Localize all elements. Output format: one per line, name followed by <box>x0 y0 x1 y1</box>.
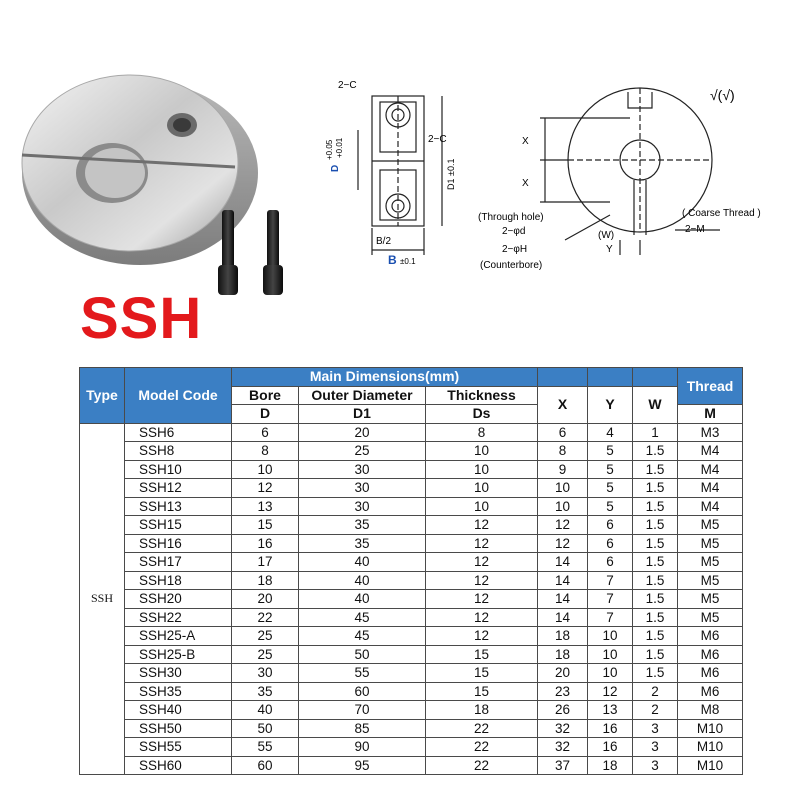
x-cell: 12 <box>538 516 588 535</box>
y-dimension-label: Y <box>606 244 613 255</box>
w-cell: 1.5 <box>633 479 678 498</box>
x-cell: 32 <box>538 738 588 757</box>
table-row <box>80 442 743 461</box>
x-cell: 26 <box>538 701 588 720</box>
header-thickness: Thickness <box>426 386 538 405</box>
m-cell: M5 <box>678 534 743 553</box>
type-cell: SSH <box>80 423 125 775</box>
header-w: W <box>633 386 678 423</box>
m-cell: M5 <box>678 590 743 609</box>
ds-cell: 10 <box>426 460 538 479</box>
x-cell: 12 <box>538 534 588 553</box>
d1-cell: 60 <box>299 682 426 701</box>
header-blank <box>633 368 678 387</box>
d-cell: 16 <box>232 534 299 553</box>
d-cell: 12 <box>232 479 299 498</box>
model-code-cell: SSH55 <box>125 738 232 757</box>
model-code-cell: SSH60 <box>125 756 232 775</box>
w-cell: 1.5 <box>633 460 678 479</box>
m-cell: M10 <box>678 738 743 757</box>
x-cell: 20 <box>538 664 588 683</box>
d-cell: 20 <box>232 590 299 609</box>
w-cell: 1.5 <box>633 571 678 590</box>
y-cell: 6 <box>588 516 633 535</box>
ds-cell: 8 <box>426 423 538 442</box>
d1-cell: 35 <box>299 516 426 535</box>
ds-cell: 10 <box>426 479 538 498</box>
ds-cell: 15 <box>426 682 538 701</box>
x-dimension-label-2: X <box>522 178 529 189</box>
header-thread: Thread <box>678 368 743 405</box>
table-row <box>80 682 743 701</box>
d1-cell: 30 <box>299 460 426 479</box>
y-cell: 16 <box>588 719 633 738</box>
model-code-cell: SSH40 <box>125 701 232 720</box>
d-tolerance-plus: +0.05 <box>325 139 334 160</box>
model-code-cell: SSH35 <box>125 682 232 701</box>
m-cell: M6 <box>678 664 743 683</box>
d1-cell: 30 <box>299 497 426 516</box>
table-row <box>80 664 743 683</box>
table-row <box>80 460 743 479</box>
table-row <box>80 516 743 535</box>
table-row <box>80 608 743 627</box>
y-cell: 10 <box>588 645 633 664</box>
w-cell: 3 <box>633 719 678 738</box>
model-code-cell: SSH10 <box>125 460 232 479</box>
ds-cell: 22 <box>426 738 538 757</box>
model-code-cell: SSH12 <box>125 479 232 498</box>
y-cell: 16 <box>588 738 633 757</box>
x-cell: 6 <box>538 423 588 442</box>
w-cell: 1.5 <box>633 516 678 535</box>
y-cell: 5 <box>588 442 633 461</box>
b-dimension-label: B <box>388 253 397 267</box>
m-cell: M10 <box>678 756 743 775</box>
y-cell: 5 <box>588 460 633 479</box>
w-cell: 3 <box>633 756 678 775</box>
ds-cell: 10 <box>426 442 538 461</box>
table-row <box>80 534 743 553</box>
d-cell: 18 <box>232 571 299 590</box>
ds-cell: 22 <box>426 756 538 775</box>
d1-cell: 40 <box>299 553 426 572</box>
d1-cell: 30 <box>299 479 426 498</box>
header-model-code: Model Code <box>125 368 232 424</box>
model-code-cell: SSH20 <box>125 590 232 609</box>
d-cell: 6 <box>232 423 299 442</box>
m-cell: M10 <box>678 719 743 738</box>
b-tolerance: ±0.1 <box>400 257 416 266</box>
header-type: Type <box>80 368 125 424</box>
header-m: M <box>678 405 743 424</box>
m-cell: M5 <box>678 608 743 627</box>
b-half-label: B/2 <box>376 236 392 247</box>
d1-cell: 90 <box>299 738 426 757</box>
d1-cell: 35 <box>299 534 426 553</box>
table-row <box>80 571 743 590</box>
ds-cell: 12 <box>426 590 538 609</box>
x-cell: 23 <box>538 682 588 701</box>
header-y: Y <box>588 386 633 423</box>
ds-cell: 12 <box>426 608 538 627</box>
header-blank <box>588 368 633 387</box>
x-cell: 18 <box>538 627 588 646</box>
d-cell: 13 <box>232 497 299 516</box>
coarse-thread-label: ( Coarse Thread ) <box>682 208 761 219</box>
d-cell: 40 <box>232 701 299 720</box>
w-cell: 3 <box>633 738 678 757</box>
table-row <box>80 719 743 738</box>
y-cell: 6 <box>588 534 633 553</box>
d1-cell: 45 <box>299 608 426 627</box>
x-dimension-label: X <box>522 136 529 147</box>
table-row <box>80 423 743 442</box>
table-row <box>80 701 743 720</box>
side-view-drawing <box>320 70 470 270</box>
d-cell: 17 <box>232 553 299 572</box>
cap-screw <box>263 210 283 295</box>
d1-dimension-label: D1 ±0.1 <box>446 158 456 190</box>
m-cell: M4 <box>678 479 743 498</box>
ds-cell: 12 <box>426 571 538 590</box>
y-cell: 10 <box>588 627 633 646</box>
y-cell: 12 <box>588 682 633 701</box>
d1-cell: 45 <box>299 627 426 646</box>
y-cell: 7 <box>588 590 633 609</box>
ds-cell: 18 <box>426 701 538 720</box>
x-cell: 10 <box>538 479 588 498</box>
d1-cell: 95 <box>299 756 426 775</box>
model-code-cell: SSH8 <box>125 442 232 461</box>
ds-cell: 15 <box>426 664 538 683</box>
header-outer-diameter: Outer Diameter <box>299 386 426 405</box>
x-cell: 18 <box>538 645 588 664</box>
m-cell: M3 <box>678 423 743 442</box>
w-cell: 1.5 <box>633 664 678 683</box>
table-row <box>80 738 743 757</box>
d1-cell: 25 <box>299 442 426 461</box>
y-cell: 7 <box>588 608 633 627</box>
table-row <box>80 645 743 664</box>
y-cell: 10 <box>588 664 633 683</box>
w-cell: 1.5 <box>633 497 678 516</box>
d1-cell: 40 <box>299 590 426 609</box>
header-d1: D1 <box>299 405 426 424</box>
w-cell: 1.5 <box>633 553 678 572</box>
table-row <box>80 627 743 646</box>
d-cell: 50 <box>232 719 299 738</box>
w-cell: 1.5 <box>633 442 678 461</box>
d1-cell: 55 <box>299 664 426 683</box>
x-cell: 10 <box>538 497 588 516</box>
d1-cell: 40 <box>299 571 426 590</box>
model-code-cell: SSH15 <box>125 516 232 535</box>
d-cell: 35 <box>232 682 299 701</box>
x-cell: 14 <box>538 571 588 590</box>
x-cell: 9 <box>538 460 588 479</box>
d-cell: 55 <box>232 738 299 757</box>
m-cell: M6 <box>678 682 743 701</box>
x-cell: 14 <box>538 590 588 609</box>
m-cell: M8 <box>678 701 743 720</box>
chamfer-label: 2−C <box>338 80 357 91</box>
table-body <box>80 423 743 775</box>
w-dimension-label: (W) <box>598 230 615 241</box>
y-cell: 13 <box>588 701 633 720</box>
h-large-label: 2−φH <box>502 244 528 255</box>
ds-cell: 10 <box>426 497 538 516</box>
d-cell: 60 <box>232 756 299 775</box>
d-small-label: 2−φd <box>502 226 526 237</box>
x-cell: 37 <box>538 756 588 775</box>
x-cell: 14 <box>538 608 588 627</box>
table-row <box>80 497 743 516</box>
d-tolerance-plus-2: +0.01 <box>335 137 344 158</box>
header-main-dimensions: Main Dimensions(mm) <box>232 368 538 387</box>
m-thread-label: 2−M <box>685 224 705 235</box>
y-cell: 5 <box>588 479 633 498</box>
y-cell: 6 <box>588 553 633 572</box>
model-code-cell: SSH25-A <box>125 627 232 646</box>
d-cell: 30 <box>232 664 299 683</box>
model-code-cell: SSH30 <box>125 664 232 683</box>
d1-cell: 20 <box>299 423 426 442</box>
model-code-cell: SSH13 <box>125 497 232 516</box>
m-cell: M4 <box>678 497 743 516</box>
model-code-cell: SSH17 <box>125 553 232 572</box>
w-cell: 1 <box>633 423 678 442</box>
y-cell: 4 <box>588 423 633 442</box>
front-view-drawing <box>470 70 790 280</box>
table-row <box>80 479 743 498</box>
m-cell: M5 <box>678 571 743 590</box>
model-code-cell: SSH16 <box>125 534 232 553</box>
header-d: D <box>232 405 299 424</box>
m-cell: M6 <box>678 645 743 664</box>
model-code-cell: SSH50 <box>125 719 232 738</box>
d1-cell: 50 <box>299 645 426 664</box>
d-cell: 15 <box>232 516 299 535</box>
w-cell: 1.5 <box>633 608 678 627</box>
header-bore: Bore <box>232 386 299 405</box>
w-cell: 1.5 <box>633 627 678 646</box>
w-cell: 1.5 <box>633 534 678 553</box>
d-cell: 25 <box>232 627 299 646</box>
x-cell: 14 <box>538 553 588 572</box>
y-cell: 7 <box>588 571 633 590</box>
product-photo <box>20 55 320 305</box>
ds-cell: 22 <box>426 719 538 738</box>
table-row <box>80 553 743 572</box>
d-cell: 10 <box>232 460 299 479</box>
ds-cell: 12 <box>426 516 538 535</box>
chamfer-label-2: 2−C <box>428 134 447 145</box>
ds-cell: 15 <box>426 645 538 664</box>
table-row <box>80 756 743 775</box>
w-cell: 1.5 <box>633 645 678 664</box>
x-cell: 32 <box>538 719 588 738</box>
d-cell: 22 <box>232 608 299 627</box>
model-code-cell: SSH25-B <box>125 645 232 664</box>
m-cell: M6 <box>678 627 743 646</box>
d1-cell: 85 <box>299 719 426 738</box>
header-ds: Ds <box>426 405 538 424</box>
roughness-symbol: √(√) <box>710 87 735 103</box>
ds-cell: 12 <box>426 553 538 572</box>
w-cell: 1.5 <box>633 590 678 609</box>
m-cell: M4 <box>678 442 743 461</box>
x-cell: 8 <box>538 442 588 461</box>
y-cell: 5 <box>588 497 633 516</box>
header-blank <box>538 368 588 387</box>
w-cell: 2 <box>633 701 678 720</box>
m-cell: M4 <box>678 460 743 479</box>
d1-cell: 70 <box>299 701 426 720</box>
counterbore-label: (Counterbore) <box>480 260 543 271</box>
w-cell: 2 <box>633 682 678 701</box>
m-cell: M5 <box>678 516 743 535</box>
dimensions-table <box>79 367 743 775</box>
d-dimension-label: D <box>330 164 341 172</box>
model-code-cell: SSH6 <box>125 423 232 442</box>
model-code-cell: SSH22 <box>125 608 232 627</box>
m-cell: M5 <box>678 553 743 572</box>
through-hole-label: (Through hole) <box>478 212 544 223</box>
d-cell: 25 <box>232 645 299 664</box>
product-title: SSH <box>80 286 203 351</box>
model-code-cell: SSH18 <box>125 571 232 590</box>
table-row <box>80 590 743 609</box>
ds-cell: 12 <box>426 627 538 646</box>
y-cell: 18 <box>588 756 633 775</box>
header-x: X <box>538 386 588 423</box>
ds-cell: 12 <box>426 534 538 553</box>
d-cell: 8 <box>232 442 299 461</box>
